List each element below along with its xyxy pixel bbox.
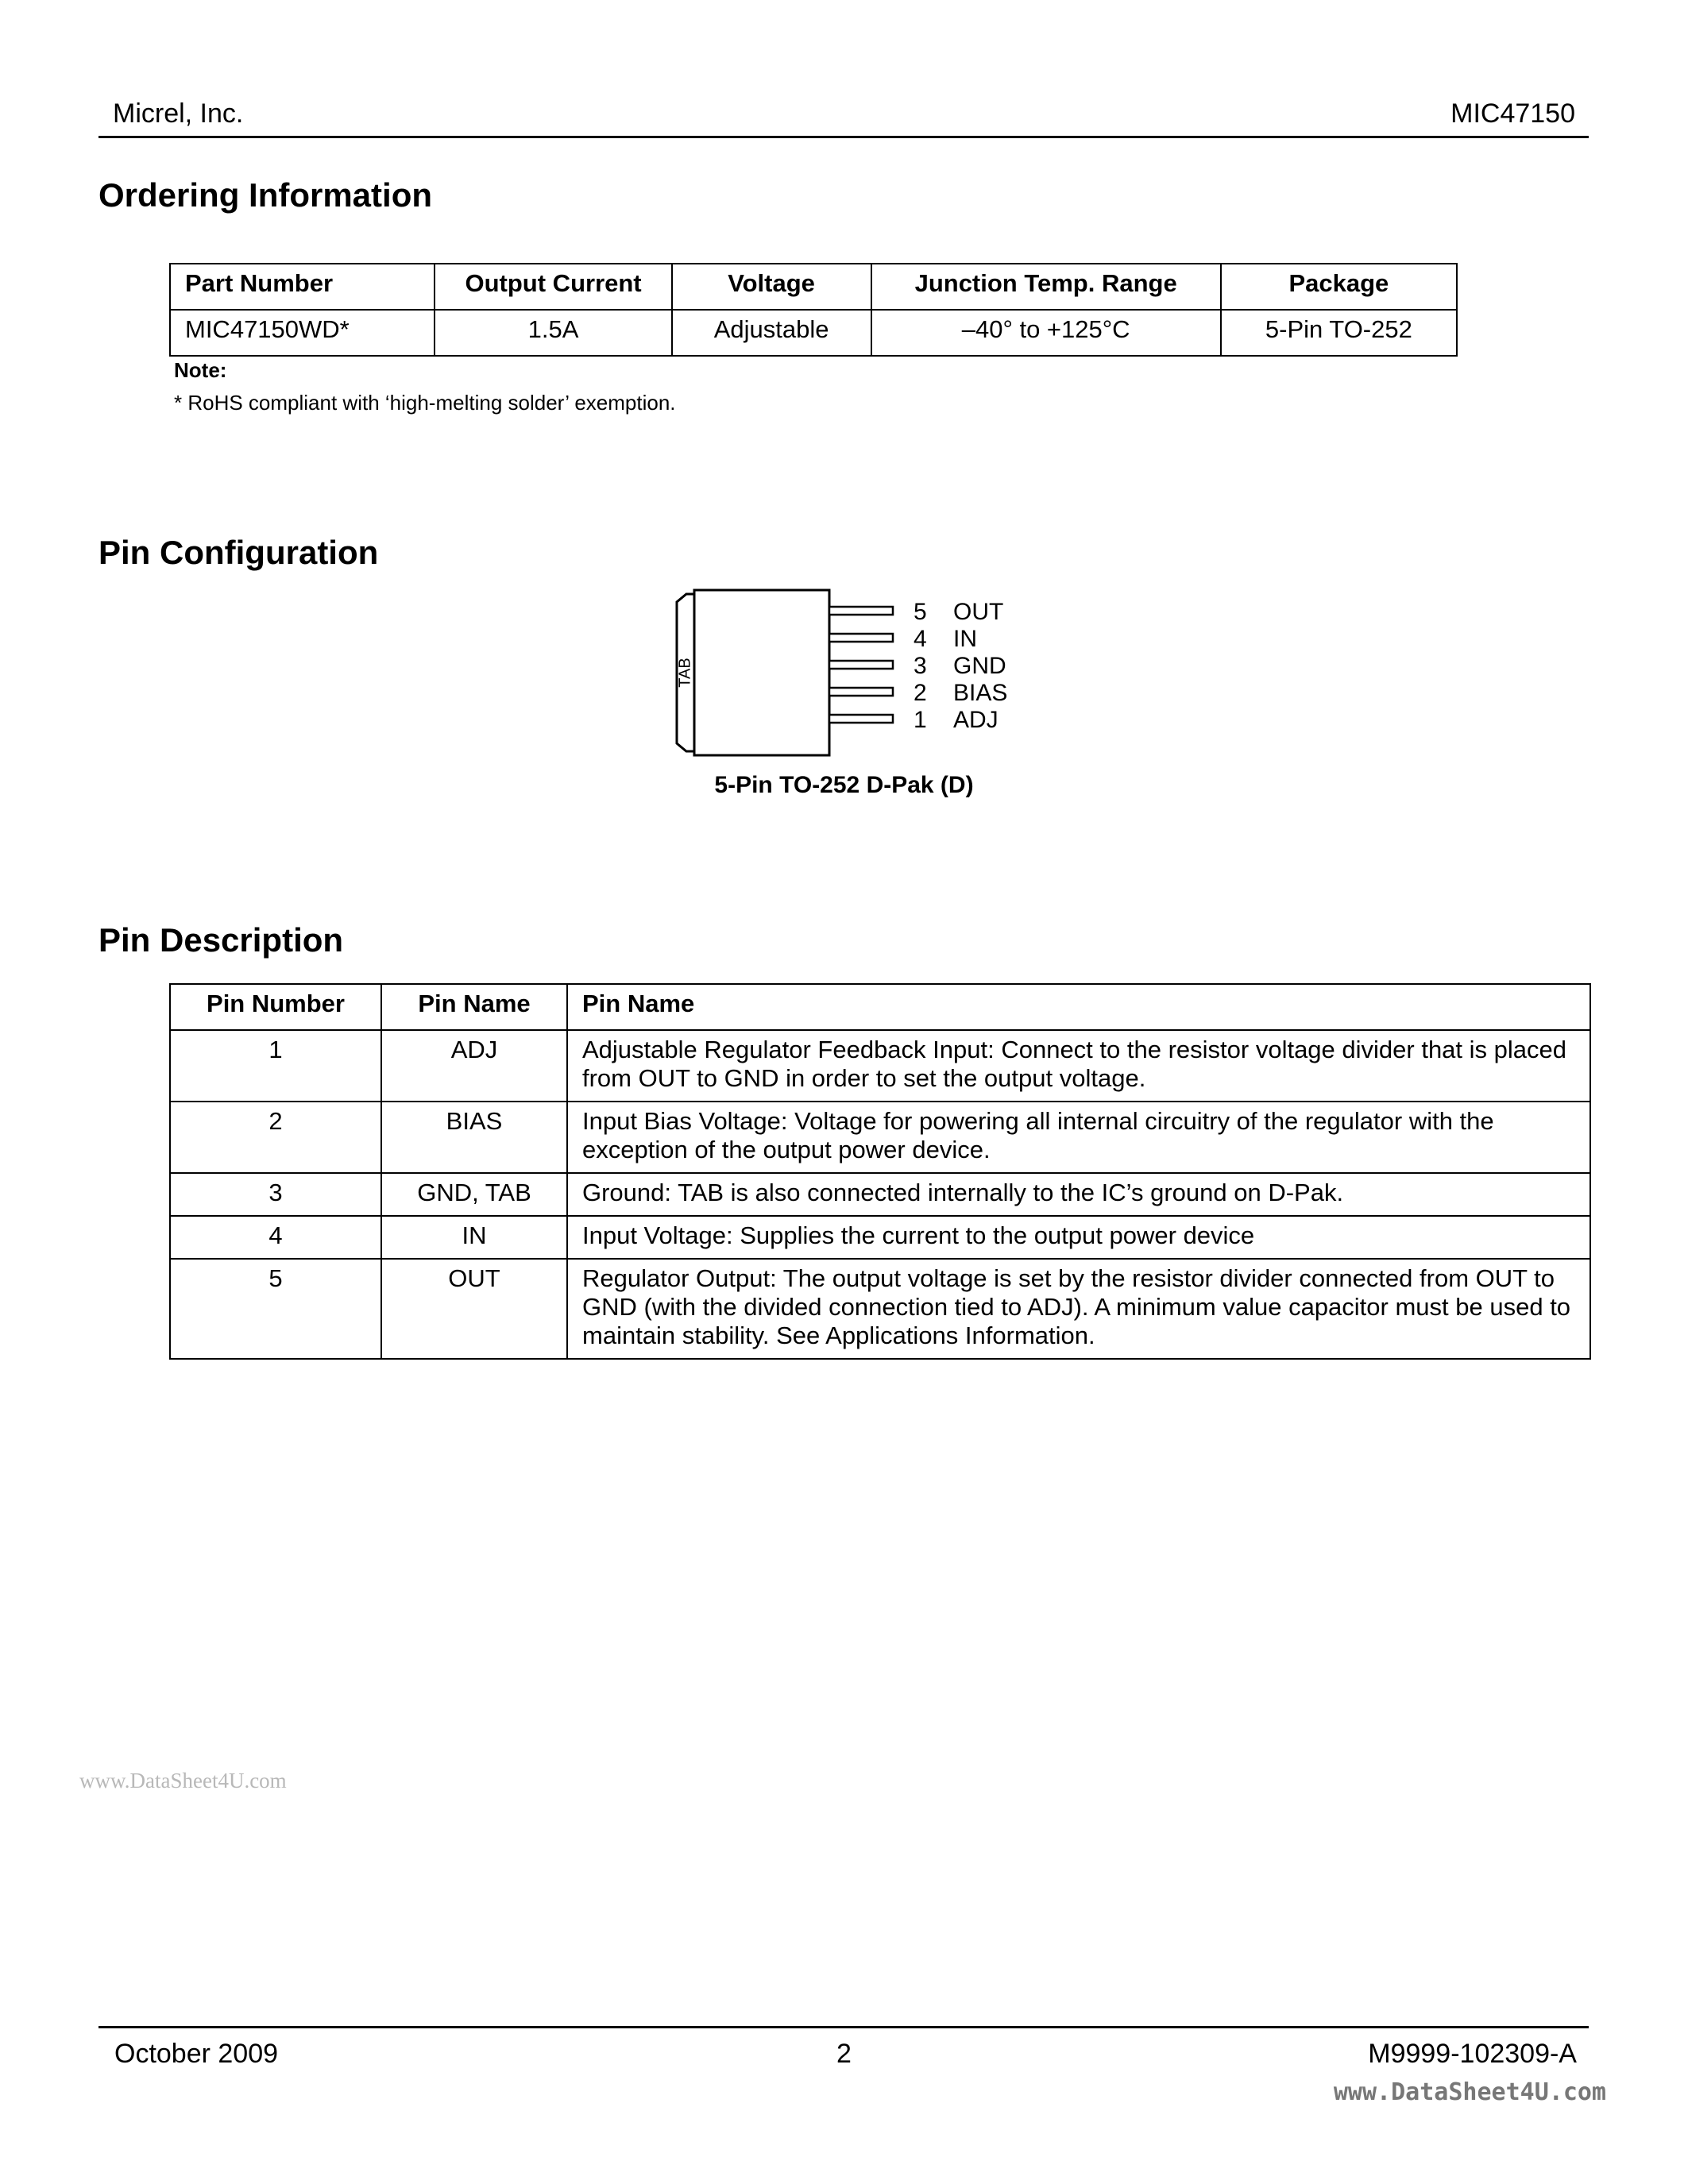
header-company: Micrel, Inc. [113,98,244,129]
pin-name: ADJ [953,707,999,733]
col-voltage: Voltage [672,264,871,310]
pin-desc-header-row [170,984,1590,1030]
cell-pin-number: 2 [170,1102,381,1173]
cell-pin-number: 3 [170,1173,381,1216]
pin-name: IN [953,626,977,652]
pin-config-title: Pin Configuration [98,534,379,571]
table-row [170,1259,1590,1359]
cell-pin-number: 4 [170,1216,381,1259]
pin-description-table [169,983,1591,1360]
footer-divider [98,2026,1589,2028]
pin-lead-2 [829,688,893,696]
ordering-note-text: * RoHS compliant with ‘high-melting solder’ exemption. [174,391,676,415]
ordering-info-table [169,263,1458,357]
tab-label: TAB [676,658,694,688]
cell-pin-description: Adjustable Regulator Feedback Input: Connect to the resistor voltage divider that is placed from OUT to GND in order to set the output voltage. [567,1030,1590,1102]
footer-page-number: 2 [836,2039,852,2069]
watermark-text: www.DataSheet4U.com [79,1769,287,1792]
pin-lead-5 [829,607,893,615]
cell-pin-name: BIAS [381,1102,567,1173]
col-junction-temp: Junction Temp. Range [871,264,1221,310]
col-output-current: Output Current [435,264,671,310]
ordering-note-label: Note: [174,358,227,382]
cell-output-current: 1.5A [435,310,671,356]
pin-lead-4 [829,634,893,642]
col-part-number: Part Number [170,264,435,310]
cell-pin-name: ADJ [381,1030,567,1102]
cell-pin-name: GND, TAB [381,1173,567,1216]
cell-voltage: Adjustable [672,310,871,356]
cell-pin-description: Input Voltage: Supplies the current to the output power device [567,1216,1590,1259]
col-package: Package [1221,264,1457,310]
table-row [170,1173,1590,1216]
pin-number: 2 [914,680,927,706]
header-part-number: MIC47150 [1450,98,1575,129]
cell-pin-name: IN [381,1216,567,1259]
table-row [170,1030,1590,1102]
table-row [170,310,1457,356]
footer-date: October 2009 [114,2039,279,2069]
header-divider [98,136,1589,138]
col-pin-number: Pin Number [170,984,381,1030]
pin-number: 1 [914,707,927,733]
pin-number: 5 [914,599,927,625]
package-body [694,590,829,755]
cell-package: 5-Pin TO-252 [1221,310,1457,356]
pin-description-title: Pin Description [98,921,344,959]
cell-junction-temp: –40° to +125°C [871,310,1221,356]
cell-pin-name: OUT [381,1259,567,1359]
package-pinout-diagram [651,588,1049,762]
cell-part-number: MIC47150WD* [170,310,435,356]
pin-name: BIAS [953,680,1008,706]
pin-lead-3 [829,661,893,669]
cell-pin-number: 5 [170,1259,381,1359]
cell-pin-number: 1 [170,1030,381,1102]
table-row [170,1216,1590,1259]
footer-watermark: www.DataSheet4U.com [1333,2078,1606,2106]
col-pin-function: Pin Name [567,984,1590,1030]
cell-pin-description: Input Bias Voltage: Voltage for powering all internal circuitry of the regulator with the exception of the output power device. [567,1102,1590,1173]
table-row [170,1102,1590,1173]
cell-pin-description: Ground: TAB is also connected internally to the IC’s ground on D-Pak. [567,1173,1590,1216]
col-pin-name: Pin Name [381,984,567,1030]
footer-doc-number: M9999-102309-A [1368,2039,1577,2069]
pin-number: 3 [914,653,927,679]
pin-name: OUT [953,599,1004,625]
pin-name: GND [953,653,1006,679]
package-caption: 5-Pin TO-252 D-Pak (D) [714,772,974,798]
ordering-header-row [170,264,1457,310]
pin-number: 4 [914,626,927,652]
cell-pin-description: Regulator Output: The output voltage is set by the resistor divider connected from OUT to GND (with the divided connection tied to ADJ). A minimum value capacitor must be used to maintain stability. See Applications Information. [567,1259,1590,1359]
pin-lead-1 [829,715,893,723]
ordering-info-title: Ordering Information [98,176,432,214]
